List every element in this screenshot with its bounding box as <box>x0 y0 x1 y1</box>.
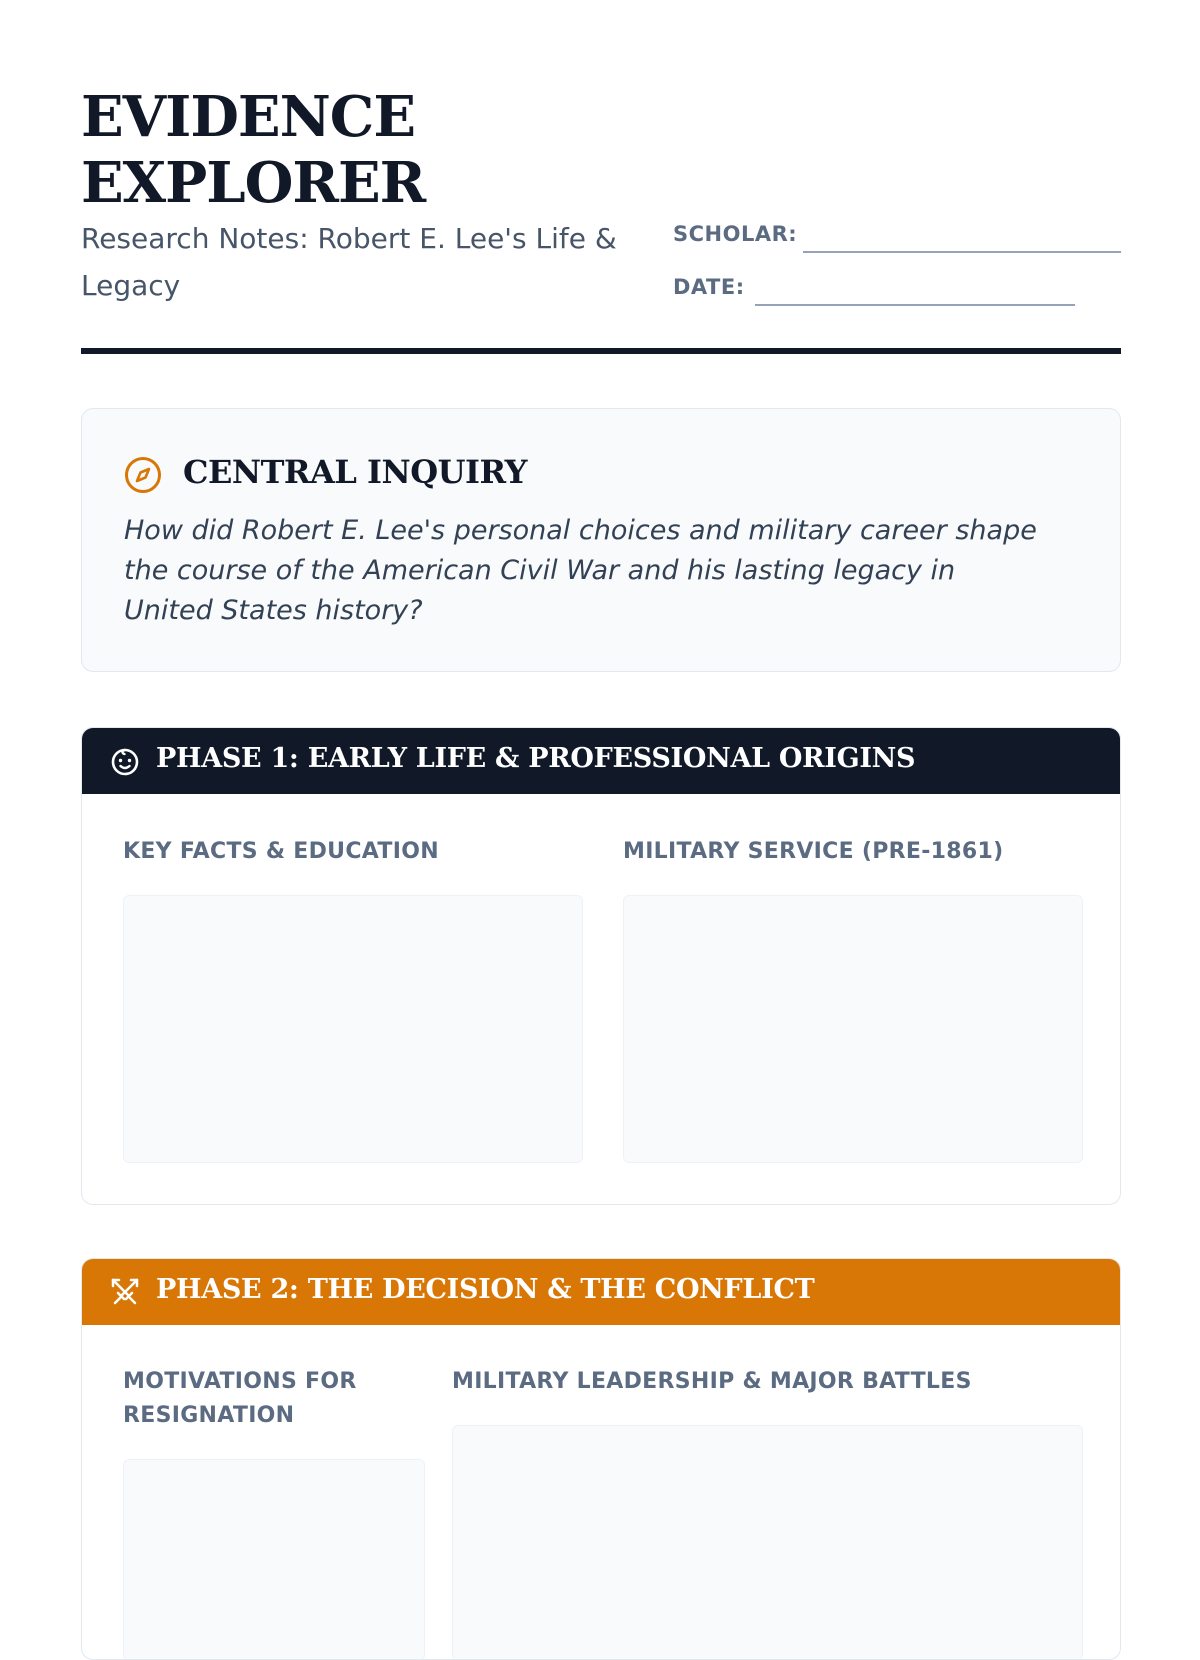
key-facts-notes[interactable] <box>123 895 583 1163</box>
date-field[interactable] <box>755 304 1075 306</box>
military-service-notes[interactable] <box>623 895 1083 1163</box>
motivations-label: MOTIVATIONS FOR RESIGNATION <box>123 1369 357 1428</box>
inquiry-question: How did Robert E. Lee's personal choices and military career shape the course of the American Civil War and his lasting legacy in United States history? <box>124 515 1037 626</box>
phase-2-header <box>82 1259 1120 1325</box>
phase-1-title: PHASE 1: EARLY LIFE & PROFESSIONAL ORIGINS <box>156 743 916 774</box>
phase-1-section <box>81 727 1121 1205</box>
key-facts-label: KEY FACTS & EDUCATION <box>123 839 439 864</box>
scholar-label: SCHOLAR: <box>673 222 798 246</box>
central-inquiry-card <box>81 408 1121 672</box>
date-label: DATE: <box>673 275 745 299</box>
page-title <box>81 84 641 216</box>
phase-2-title: PHASE 2: THE DECISION & THE CONFLICT <box>156 1274 815 1305</box>
compass-icon <box>123 455 163 495</box>
title-line-2: EXPLORER <box>81 150 426 216</box>
page-subtitle: Research Notes: Robert E. Lee's Life & Legacy <box>81 222 617 302</box>
scholar-field[interactable] <box>803 251 1121 253</box>
title-line-1: EVIDENCE <box>81 84 416 150</box>
military-service-label: MILITARY SERVICE (PRE-1861) <box>623 839 1004 864</box>
leadership-battles-notes[interactable] <box>452 1425 1083 1660</box>
inquiry-title: CENTRAL INQUIRY <box>183 453 527 491</box>
leadership-battles-label: MILITARY LEADERSHIP & MAJOR BATTLES <box>452 1369 972 1394</box>
crossed-swords-icon <box>109 1276 141 1308</box>
baby-face-icon <box>109 745 141 777</box>
phase-1-header <box>82 728 1120 794</box>
motivations-notes[interactable] <box>123 1459 425 1660</box>
header-divider <box>81 348 1121 354</box>
